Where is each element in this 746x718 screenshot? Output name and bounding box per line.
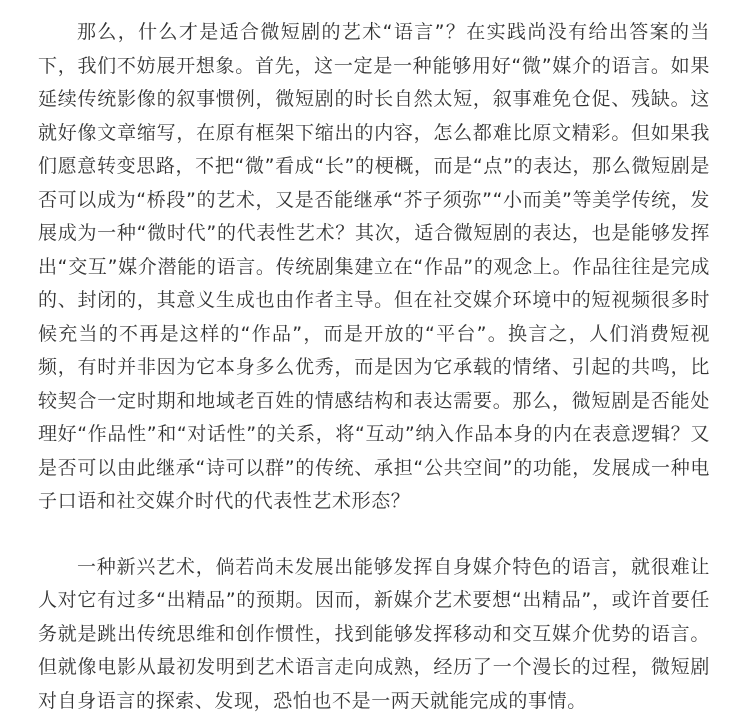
article-body (38, 16, 710, 718)
paragraph-art-language: 那么，什么才是适合微短剧的艺术“语言”？在实践尚没有给出答案的当下，我们不妨展开想象。首先，这一定是一种能够用好“微”媒介的语言。如果延续传统影像的叙事惯例，微短剧的时长自然太短，叙事难免仓促、残缺。这就好像文章缩写，在原有框架下缩出的内容，怎么都难比原文精彩。但如果我们愿意转变思路，不把“微”看成“长”的梗概，而是“点”的表达，那么微短剧是否可以成为“桥段”的艺术，又是否能继承“芥子须弥”“小而美”等美学传统，发展成为一种“微时代”的代表性艺术？其次，适合微短剧的表达，也是能够发挥出“交互”媒介潜能的语言。传统剧集建立在“作品”的观念上。作品往往是完成的、封闭的，其意义生成也由作者主导。但在社交媒介环境中的短视频很多时候充当的不再是这样的“作品”，而是开放的“平台”。换言之，人们消费短视频，有时并非因为它本身多么优秀，而是因为它承载的情绪、引起的共鸣，比较契合一定时期和地域老百姓的情感结构和表达需要。那么，微短剧是否能处理好“作品性”和“对话性”的关系，将“互动”纳入作品本身的内在表意逻辑？又是否可以由此继承“诗可以群”的传统、承担“公共空间”的功能，发展成一种电子口语和社交媒介时代的代表性艺术形态？ (38, 16, 710, 519)
paragraph-new-art-form: 一种新兴艺术，倘若尚未发展出能够发挥自身媒介特色的语言，就很难让人对它有过多“出精品”的预期。因而，新媒介艺术要想“出精品”，或许首要任务就是跳出传统思维和创作惯性，找到能够发挥移动和交互媒介优势的语言。但就像电影从最初发明到艺术语言走向成熟，经历了一个漫长的过程，微短剧对自身语言的探索、发现，恐怕也不是一两天就能完成的事情。 (38, 551, 710, 718)
